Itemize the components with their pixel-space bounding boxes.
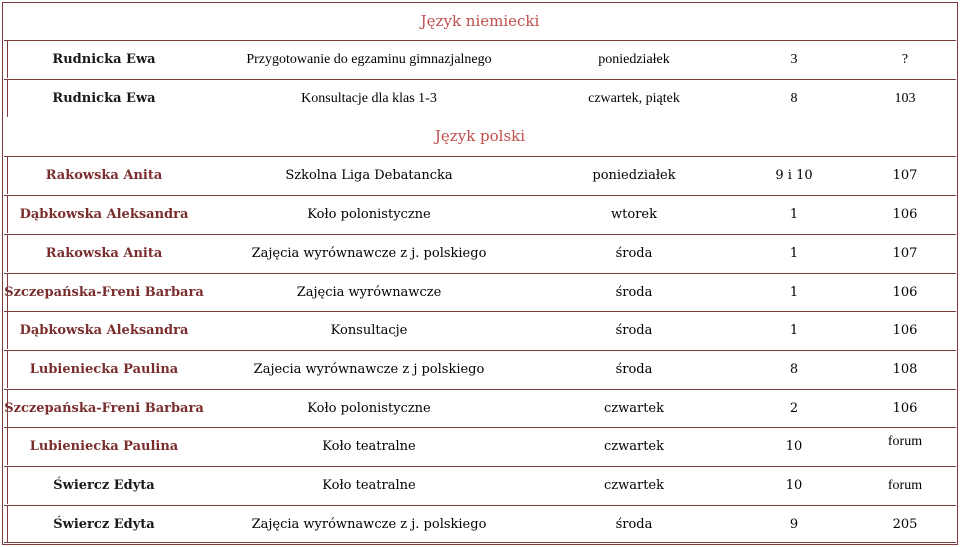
room: 106 bbox=[892, 401, 918, 416]
hour: 1 bbox=[789, 323, 799, 338]
hour: 2 bbox=[789, 401, 799, 416]
teacher-name: Świercz Edyta bbox=[53, 478, 155, 493]
room: ? bbox=[901, 51, 909, 67]
table-row bbox=[4, 40, 956, 78]
day: poniedziałek bbox=[592, 168, 676, 183]
day: czwartek bbox=[603, 478, 665, 493]
table-row bbox=[4, 156, 956, 194]
day: środa bbox=[615, 323, 653, 338]
day: czwartek, piątek bbox=[588, 90, 680, 106]
activity: Zajęcia wyrównawcze bbox=[296, 285, 442, 300]
table-row bbox=[4, 311, 956, 349]
activity: Konsultacje bbox=[330, 323, 408, 338]
table-row bbox=[4, 505, 956, 543]
activity: Zajecia wyrównawcze z j polskiego bbox=[253, 362, 485, 377]
teacher-name: Szczepańska-Freni Barbara bbox=[4, 401, 204, 416]
activity: Koło polonistyczne bbox=[307, 401, 431, 416]
room: 107 bbox=[892, 168, 918, 183]
hour: 9 i 10 bbox=[775, 168, 813, 183]
activity: Przygotowanie do egzaminu gimnazjalnego bbox=[246, 51, 492, 67]
table-row bbox=[4, 389, 956, 427]
teacher-name: Rudnicka Ewa bbox=[52, 52, 156, 67]
teacher-name: Rakowska Anita bbox=[45, 246, 163, 261]
teacher-name: Świercz Edyta bbox=[53, 517, 155, 532]
section-title-polish: Język polski bbox=[434, 127, 526, 145]
hour: 3 bbox=[790, 51, 798, 67]
room: forum bbox=[887, 477, 923, 493]
day: czwartek bbox=[603, 439, 665, 454]
table-row bbox=[4, 427, 956, 465]
day: środa bbox=[615, 246, 653, 261]
activity: Konsultacje dla klas 1-3 bbox=[301, 90, 437, 106]
hour: 10 bbox=[785, 478, 803, 493]
table-row bbox=[4, 466, 956, 504]
room: 205 bbox=[892, 517, 918, 532]
section-title-german: Język niemiecki bbox=[420, 12, 540, 30]
table-row bbox=[4, 79, 956, 117]
room: 106 bbox=[892, 323, 918, 338]
day: poniedziałek bbox=[598, 51, 670, 67]
day: wtorek bbox=[611, 207, 657, 222]
day: środa bbox=[615, 362, 653, 377]
room: forum bbox=[887, 434, 923, 449]
day: środa bbox=[615, 285, 653, 300]
teacher-name: Lubieniecka Paulina bbox=[29, 439, 179, 454]
teacher-name: Rudnicka Ewa bbox=[52, 91, 156, 106]
room: 106 bbox=[892, 285, 918, 300]
hour: 8 bbox=[790, 90, 798, 106]
table-row bbox=[4, 195, 956, 233]
hour: 1 bbox=[789, 207, 799, 222]
table-bottom-border bbox=[4, 542, 956, 543]
activity: Szkolna Liga Debatancka bbox=[285, 168, 453, 183]
activity: Zajęcia wyrównawcze z j. polskiego bbox=[251, 517, 487, 532]
activity: Koło teatralne bbox=[322, 439, 416, 454]
hour: 1 bbox=[789, 246, 799, 261]
activity: Zajęcia wyrównawcze z j. polskiego bbox=[251, 246, 487, 261]
teacher-name: Dąbkowska Aleksandra bbox=[19, 323, 189, 338]
day: środa bbox=[615, 517, 653, 532]
hour: 8 bbox=[789, 362, 799, 377]
teacher-name: Rakowska Anita bbox=[45, 168, 163, 183]
teacher-name: Lubieniecka Paulina bbox=[29, 362, 179, 377]
hour: 1 bbox=[789, 285, 799, 300]
teacher-name: Szczepańska-Freni Barbara bbox=[4, 285, 204, 300]
table-row bbox=[4, 350, 956, 388]
activity: Koło teatralne bbox=[322, 478, 416, 493]
activity: Koło polonistyczne bbox=[307, 207, 431, 222]
room: 103 bbox=[894, 90, 916, 106]
room: 107 bbox=[892, 246, 918, 261]
room: 106 bbox=[892, 207, 918, 222]
hour: 9 bbox=[789, 517, 799, 532]
room: 108 bbox=[892, 362, 918, 377]
table-row bbox=[4, 273, 956, 311]
table-row bbox=[4, 234, 956, 272]
hour: 10 bbox=[785, 439, 803, 454]
teacher-name: Dąbkowska Aleksandra bbox=[19, 207, 189, 222]
day: czwartek bbox=[603, 401, 665, 416]
